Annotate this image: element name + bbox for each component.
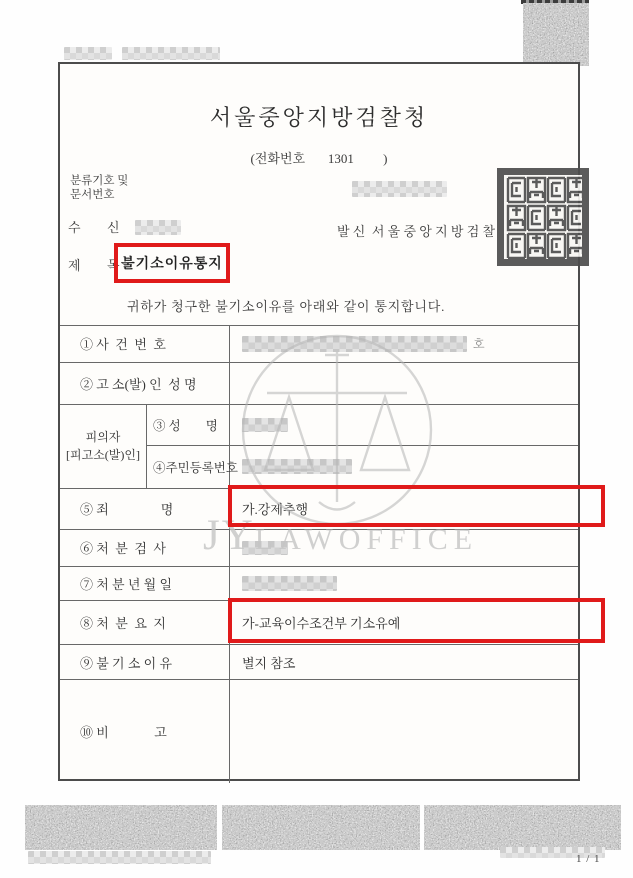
row-label: ③ 성 명 — [147, 405, 230, 445]
page-indicator: 1 / 1 — [576, 853, 601, 865]
doc-class-line2: 문서번호 — [70, 189, 115, 202]
doc-class-label — [70, 174, 128, 203]
highlight-box-disposition — [228, 598, 605, 643]
table-row-prosecutor — [60, 530, 578, 567]
redacted-stamp-block — [523, 3, 589, 66]
redacted-text — [64, 47, 112, 60]
row-label: ⑥ 처 분 검 사 — [60, 530, 230, 566]
row-value — [230, 363, 578, 404]
row-value — [230, 680, 578, 783]
table-row-name — [147, 405, 578, 446]
recipient-label: 수 신 — [68, 220, 121, 235]
row-label: ⑤ 죄 명 — [60, 489, 230, 529]
redacted-footer-block — [222, 805, 420, 850]
row-value — [230, 326, 578, 362]
redacted-prosecutor — [242, 541, 288, 555]
table-row-resident-id — [147, 446, 578, 488]
document-page — [58, 62, 580, 781]
redacted-name — [242, 418, 288, 432]
redacted-text — [122, 47, 220, 60]
table-row-complainant — [60, 363, 578, 405]
subject-label: 제 목 — [68, 258, 121, 273]
table-row-remarks — [60, 680, 578, 783]
redacted-doc-number — [352, 181, 447, 197]
subject-value: 불기소이유통지 — [121, 257, 223, 272]
official-seal — [497, 168, 589, 266]
redacted-recipient — [135, 220, 181, 235]
charge-value: 가.강제추행 — [242, 502, 309, 518]
table-row-disposition-date — [60, 567, 578, 601]
watermark-text: LAWOFFICE — [254, 523, 479, 556]
row-label: ⑩ 비 고 — [60, 680, 230, 783]
row-value — [230, 405, 578, 445]
defendant-label-line2: [피고소(발)인] — [66, 448, 140, 463]
row-label: ⑨ 불 기 소 이 유 — [60, 645, 230, 679]
row-label: ② 고 소(발) 인 성 명 — [60, 363, 230, 404]
highlight-box-subject — [114, 243, 230, 283]
table-row-non-indictment-reason — [60, 645, 578, 680]
doc-class-line1: 분류기호 및 — [70, 175, 129, 187]
redacted-footer-block — [424, 805, 621, 850]
row-label: ① 사 건 번 호 — [60, 326, 230, 362]
redacted-footer-block — [25, 805, 217, 850]
defendant-label-line1: 피의자 — [85, 430, 121, 445]
table-group-defendant — [60, 405, 578, 489]
table-row-case-number — [60, 326, 578, 363]
row-value — [230, 446, 578, 488]
redacted-date — [242, 576, 337, 591]
redacted-case-number — [242, 336, 467, 352]
reason-value: 별지 참조 — [242, 655, 296, 671]
defendant-group-label — [60, 405, 147, 488]
page-title: 서울중앙지방검찰청 — [209, 105, 429, 130]
sender-line: 발 신 서 울 중 앙 지 방 검 찰 — [337, 224, 496, 239]
row-label: ⑧ 처 분 요 지 — [60, 601, 230, 645]
disposition-summary-value: 가-교육이수조건부 기소유예 — [242, 615, 401, 631]
case-number-suffix: 호 — [473, 337, 485, 352]
row-value — [230, 567, 578, 600]
highlight-box-charge — [228, 485, 605, 527]
notice-sentence: 귀하가 청구한 불기소이유를 아래와 같이 통지합니다. — [127, 299, 446, 314]
row-label: ④주민등록번호 — [147, 446, 230, 488]
redacted-resident-id — [242, 459, 352, 474]
case-info-table — [60, 325, 578, 783]
redacted-footer-text — [28, 851, 211, 864]
row-value — [230, 530, 578, 566]
row-label: ⑦ 처 분 년 월 일 — [60, 567, 230, 600]
phone-number-line: (전화번호 1301 ) — [250, 151, 388, 166]
watermark-initials: JY — [203, 512, 255, 559]
